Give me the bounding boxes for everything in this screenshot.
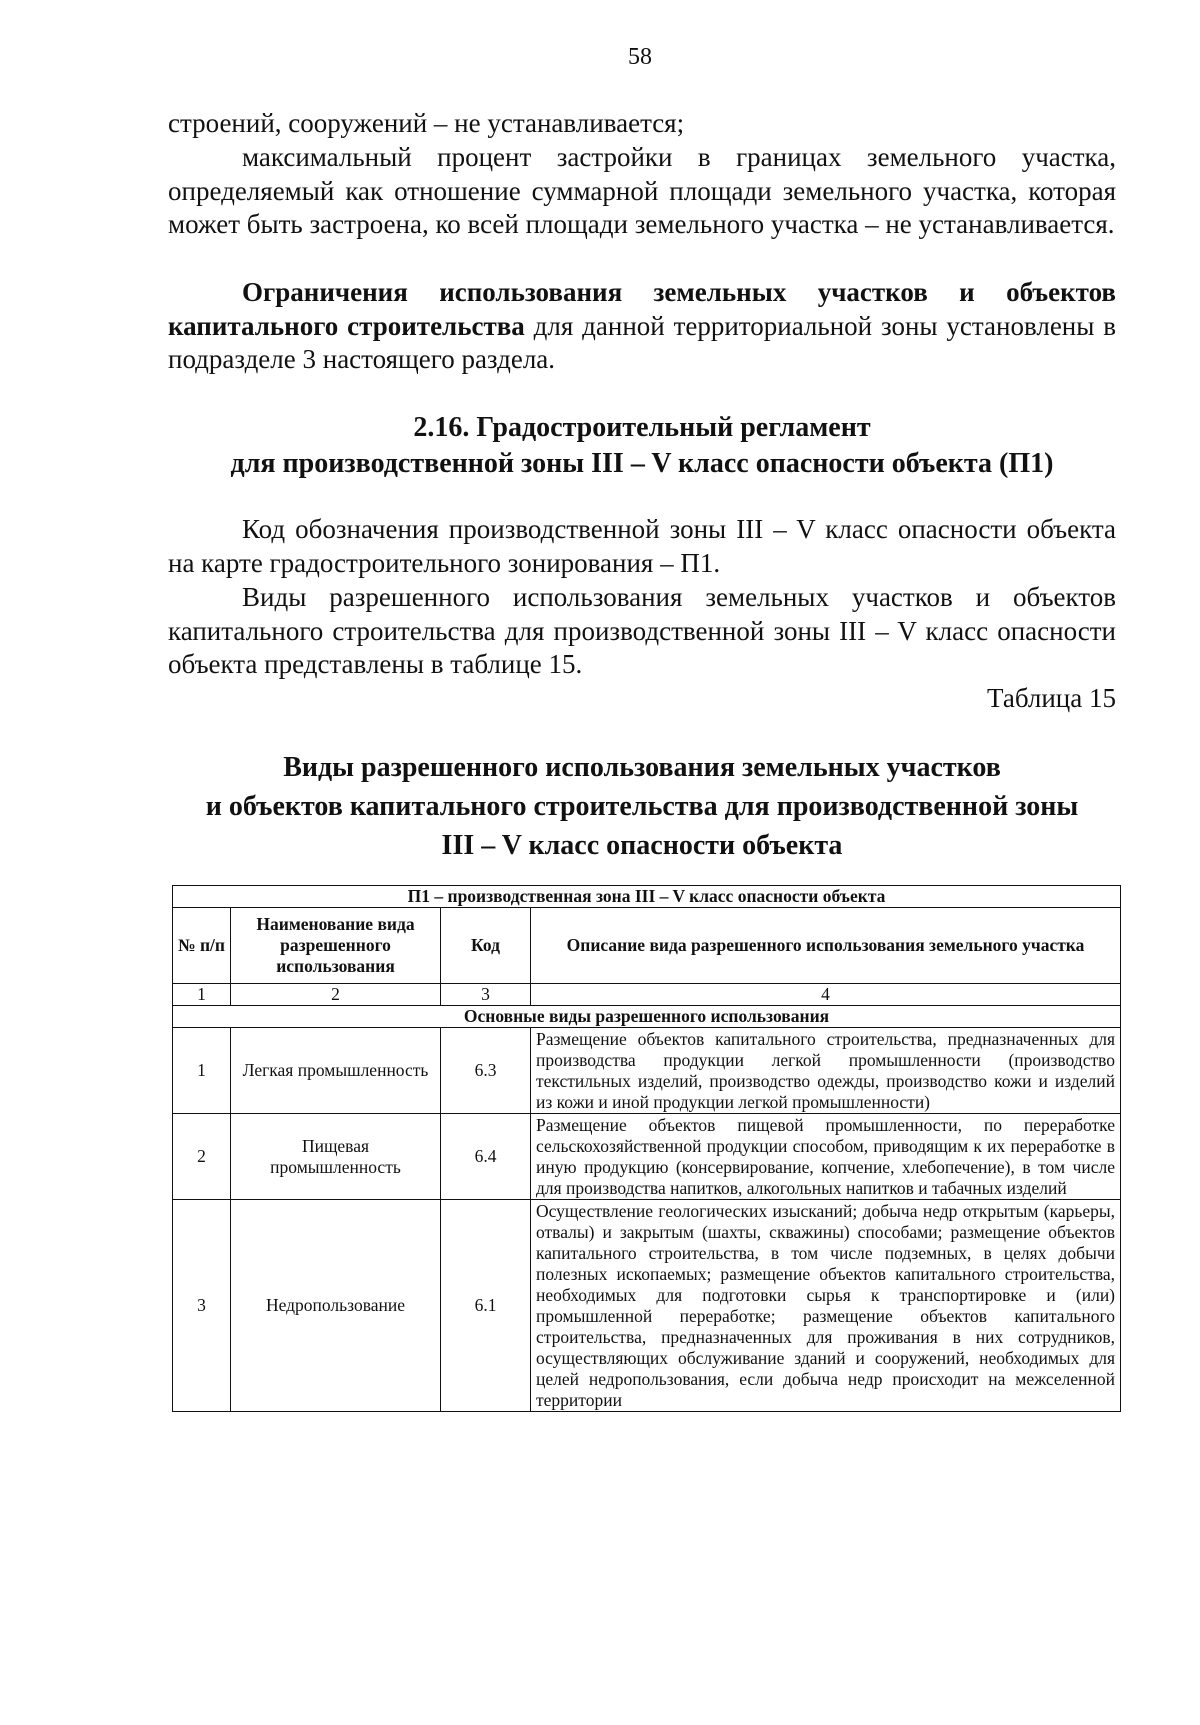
paragraph-permitted-uses: Виды разрешенного использования земельных участков и объектов капитального строительства для производственной зоны III – V класс опасности объекта представлены в таблице 15. (168, 582, 1116, 679)
restrictions-bold-text: Ограничения использования земельных участков и объектов капитального строительства (168, 277, 1116, 341)
row-code: 6.4 (441, 1114, 531, 1200)
paragraph-max-percent: максимальный процент застройки в границах земельного участка, определяемый как отношение суммарной площади земельного участка, которая может быть застроена, ко всей площади земельного участка – не устанавливается. (168, 142, 1116, 239)
row-num: 2 (173, 1114, 231, 1200)
paragraph-restrictions (168, 276, 1116, 377)
group-row (173, 1006, 1121, 1028)
table-title-line2: и объектов капитального строительства для производственной зоны (205, 791, 1079, 822)
col-number: 4 (531, 984, 1121, 1006)
column-number-row (173, 984, 1121, 1006)
section-title (168, 410, 1116, 482)
row-name: Пищевая промышленность (231, 1114, 441, 1200)
table-row (173, 1114, 1121, 1200)
section-title-line1: 2.16. Градостроительный регламент (413, 412, 871, 443)
header-code: Код (441, 908, 531, 984)
group-label: Основные виды разрешенного использования (173, 1006, 1121, 1028)
table-title-line3: III – V класс опасности объекта (441, 830, 843, 861)
table-row (173, 1028, 1121, 1114)
section-title-line2: для производственной зоны III – V класс опасности объекта (П1) (230, 448, 1054, 479)
row-desc: Размещение объектов пищевой промышленности, по переработке сельскохозяйственной продукции способом, приводящим к их переработке в иную продукцию (консервирование, копчение, хлебопечение), в том числе для производства напитков, алкогольных напитков и табачных изделий (531, 1114, 1121, 1200)
table-title-line1: Виды разрешенного использования земельных участков (283, 752, 1001, 783)
zone-header-row (173, 886, 1121, 908)
header-num: № п/п (173, 908, 231, 984)
permitted-uses-table (172, 885, 1121, 1412)
row-desc: Осуществление геологических изысканий; добыча недр открытым (карьеры, отвалы) и закрытым (шахты, скважины) способами; размещение объектов капитального строительства, в том числе подземных, в целях добычи полезных ископаемых; размещение объектов капитального строительства, необходимых для подготовки сырья к транспортировке и (или) промышленной переработке; размещение объектов капитального строительства, предназначенных для проживания в них сотрудников, осуществляющих обслуживание зданий и сооружений, необходимых для целей недропользования, если добыча недр происходит на межселенной территории (531, 1200, 1121, 1412)
header-desc: Описание вида разрешенного использования земельного участка (531, 908, 1121, 984)
header-name: Наименование вида разрешенного использования (231, 908, 441, 984)
page-number: 58 (628, 44, 652, 70)
row-num: 3 (173, 1200, 231, 1412)
row-name: Недропользование (231, 1200, 441, 1412)
col-number: 1 (173, 984, 231, 1006)
table-title (168, 748, 1116, 865)
col-number: 3 (441, 984, 531, 1006)
paragraph-zone-code: Код обозначения производственной зоны III – V класс опасности объекта на карте градостроительного зонирования – П1. (168, 514, 1116, 578)
row-num: 1 (173, 1028, 231, 1114)
restrictions-rest-text: для данной территориальной зоны установлены в подразделе 3 настоящего раздела. (168, 310, 1116, 374)
column-header-row (173, 908, 1121, 984)
table-row (173, 1200, 1121, 1412)
row-code: 6.3 (441, 1028, 531, 1114)
row-code: 6.1 (441, 1200, 531, 1412)
row-name: Легкая промышленность (231, 1028, 441, 1114)
row-desc: Размещение объектов капитального строительства, предназначенных для производства продукции легкой промышленности (производство текстильных изделий, производство одежды, производство кожи и изделий из кожи и иной продукции легкой промышленности) (531, 1028, 1121, 1114)
paragraph-continuation: строений, сооружений – не устанавливается; (168, 108, 685, 138)
zone-header-cell: П1 – производственная зона III – V класс опасности объекта (173, 886, 1121, 908)
col-number: 2 (231, 984, 441, 1006)
table-caption: Таблица 15 (987, 683, 1116, 713)
